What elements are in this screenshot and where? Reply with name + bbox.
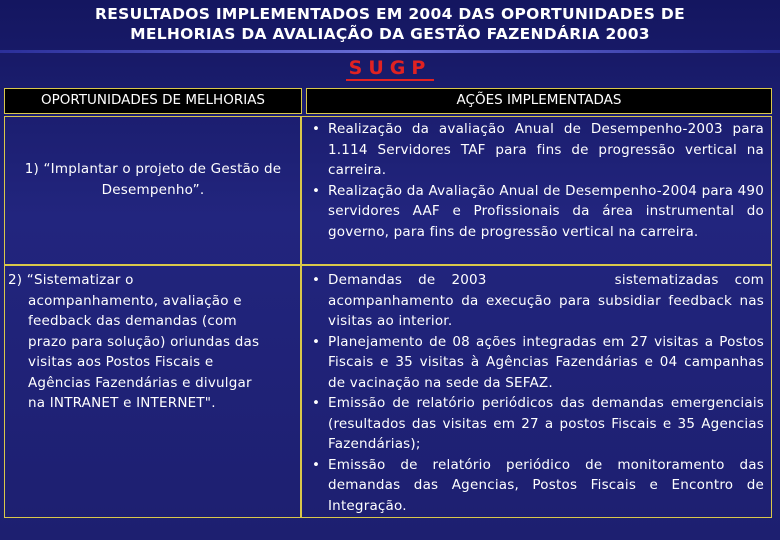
- action-item: • Planejamento de 08 ações integradas em 27 visitas a Postos Fiscais e 35 visitas à Agências Fazendárias e 04 campanhas de vacinação na sede da SEFAZ.: [312, 333, 764, 391]
- bullet-icon: •: [312, 395, 321, 411]
- slide-title: [0, 4, 780, 44]
- title-divider: [0, 50, 780, 53]
- action-item: • Emissão de relatório periódicos das demandas emergenciais (resultados das visitas em 27 a postos Fiscais e 35 Agencias Fazendárias);: [312, 395, 764, 452]
- actions-list-2: [308, 270, 769, 516]
- bullet-icon: •: [312, 272, 321, 288]
- opportunity-2: 2) “Sistematizar o acompanhamento, avaliação e feedback das demandas (com prazo para solução) oriundas das visitas aos Postos Fiscais e Agências Fazendárias e divulgar na INTRANET e INTERNET".: [8, 272, 260, 411]
- header-actions: AÇÕES IMPLEMENTADAS: [306, 88, 772, 114]
- action-item: • Realização da Avaliação Anual de Desempenho-2004 para 490 servidores AAF e Profissionais da área instrumental do governo, para fins de progressão vertical na carreira.: [312, 182, 764, 240]
- table-column-divider: [300, 116, 302, 518]
- bullet-icon: •: [312, 182, 321, 199]
- action-item: • Emissão de relatório periódico de monitoramento das demandas das Agencias, Postos Fiscais e Encontro de Integração.: [312, 456, 764, 514]
- actions-list-1: [308, 119, 764, 242]
- section-label: SUGP: [348, 57, 432, 79]
- bullet-icon: •: [312, 456, 321, 473]
- title-line-2: MELHORIAS DA AVALIAÇÃO DA GESTÃO FAZENDÁRIA 2003: [130, 25, 650, 43]
- table-row-divider: [4, 264, 772, 266]
- bullet-icon: •: [312, 121, 321, 137]
- action-item: • Realização da avaliação Anual de Desempenho-2003 para 1.114 Servidores TAF para fins de progressão vertical na carreira.: [312, 121, 764, 178]
- bullet-icon: •: [312, 333, 321, 350]
- header-opportunities: OPORTUNIDADES DE MELHORIAS: [4, 88, 302, 114]
- action-item: • Demandas de 2003 sistematizadas com acompanhamento da execução para subsidiar feedback nas visitas ao interior.: [312, 272, 769, 329]
- title-line-1: RESULTADOS IMPLEMENTADOS EM 2004 DAS OPORTUNIDADES DE: [95, 5, 685, 23]
- opportunity-1: 1) “Implantar o projeto de Gestão de Desempenho”.: [24, 161, 282, 198]
- section-label-underline: [346, 79, 434, 81]
